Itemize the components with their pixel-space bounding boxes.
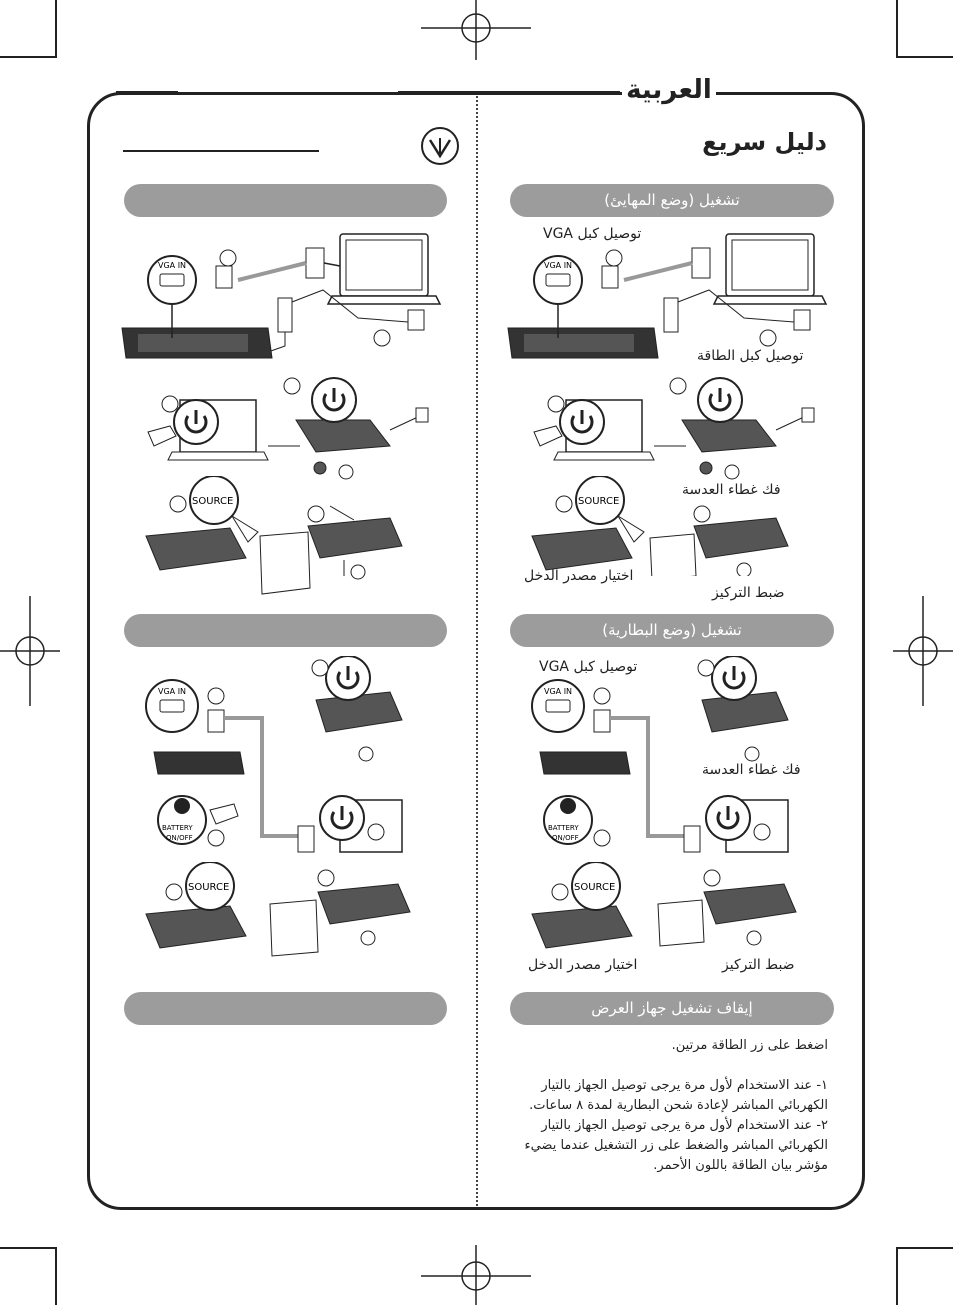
crop-mark: [55, 0, 57, 58]
caption-focus: ضبط التركيز: [722, 957, 795, 973]
figure-source-focus-left: [140, 476, 440, 602]
crop-mark: [898, 1247, 953, 1249]
certification-mark-icon: [418, 126, 462, 166]
registration-mark-icon: [893, 596, 953, 706]
figure-battery-source-left: [140, 862, 440, 972]
section-header-wall-mode: تشغيل (وضع المهايئ): [510, 184, 834, 217]
battery-label: ON/OFF: [552, 834, 579, 842]
caption-focus: ضبط التركيز: [712, 585, 785, 601]
section-header-left-3: [124, 992, 447, 1025]
note-1: ١- عند الاستخدام لأول مرة يرجى توصيل الجهاز بالتيار الكهربائي المباشر لإعادة شحن البطارية لمدة ٨ ساعات.: [529, 1078, 828, 1113]
section-header-left-1: [124, 184, 447, 217]
section-header-left-2: [124, 614, 447, 647]
title-underline: [123, 150, 319, 152]
source-label: SOURCE: [578, 496, 620, 507]
battery-label: BATTERY: [162, 824, 193, 832]
caption-vga-cable: توصيل كبل VGA: [539, 659, 638, 675]
source-label: SOURCE: [574, 882, 616, 893]
registration-mark-icon: [0, 596, 60, 706]
power-off-instruction: اضغط على زر الطاقة مرتين.: [671, 1038, 828, 1053]
caption-select-source: اختيار مصدر الدخل: [524, 568, 634, 584]
figure-connect-left: [118, 228, 448, 368]
registration-mark-icon: [421, 1245, 531, 1305]
top-rule-left: [116, 91, 178, 94]
caption-select-source: اختيار مصدر الدخل: [528, 957, 638, 973]
figure-battery-left: [140, 656, 440, 856]
language-heading: العربية: [622, 72, 716, 108]
battery-label: BATTERY: [548, 824, 579, 832]
figure-battery-right: [526, 656, 826, 856]
crop-mark: [0, 1247, 55, 1249]
figure-power-on-right: [526, 376, 826, 486]
note-2: ٢- عند الاستخدام لأول مرة يرجى توصيل الجهاز بالتيار الكهربائي المباشر والضغط على زر التشغيل عندما يضيء مؤشر بيان الطاقة باللون الأحمر.: [524, 1118, 828, 1173]
section-header-power-off: إيقاف تشغيل جهاز العرض: [510, 992, 834, 1025]
crop-mark: [896, 1247, 898, 1305]
source-label: SOURCE: [188, 882, 230, 893]
caption-vga-cable: توصيل كبل VGA: [543, 226, 642, 242]
battery-label: ON/OFF: [166, 834, 193, 842]
section-header-battery-mode: تشغيل (وضع البطارية): [510, 614, 834, 647]
caption-power-cable: توصيل كبل الطاقة: [697, 348, 804, 364]
top-rule-right: [398, 91, 620, 94]
registration-mark-icon: [421, 0, 531, 60]
column-divider: [476, 96, 478, 1206]
crop-mark: [896, 0, 898, 58]
figure-connect-right: [504, 228, 834, 368]
crop-mark: [898, 56, 953, 58]
caption-lens-cap: فك غطاء العدسة: [682, 482, 781, 498]
crop-mark: [0, 56, 55, 58]
page-title: دليل سريع: [702, 128, 827, 156]
vga-in-label: VGA IN: [158, 261, 187, 270]
caption-lens-cap: فك غطاء العدسة: [702, 762, 801, 778]
vga-in-label: VGA IN: [544, 261, 573, 270]
vga-in-label: VGA IN: [544, 687, 573, 696]
crop-mark: [55, 1247, 57, 1305]
figure-power-on-left: [140, 376, 440, 486]
figure-source-focus-right: [526, 476, 826, 576]
figure-battery-source-right: [526, 862, 826, 952]
source-label: SOURCE: [192, 496, 234, 507]
vga-in-label: VGA IN: [158, 687, 187, 696]
